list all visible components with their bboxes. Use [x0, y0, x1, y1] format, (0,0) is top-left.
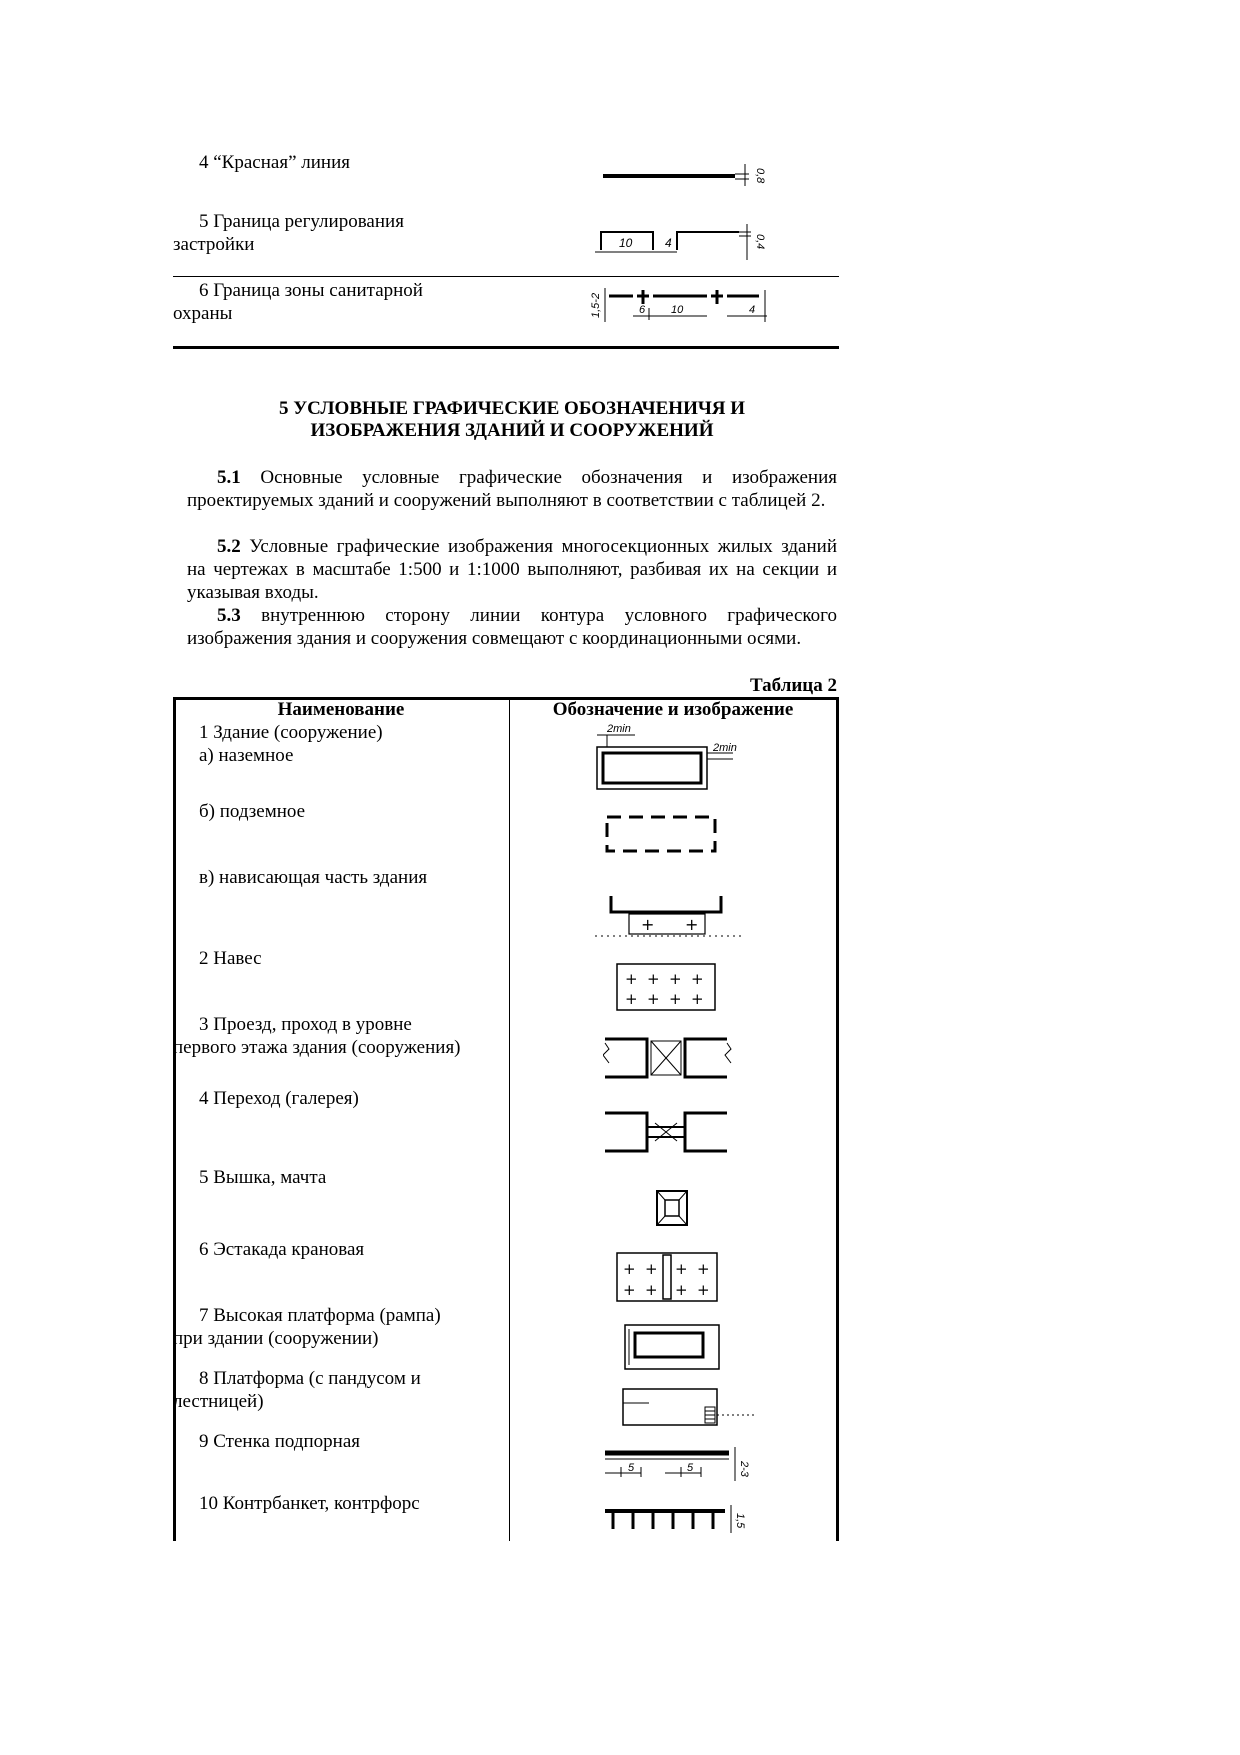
- dimension-label: 1,5-2: [590, 292, 602, 318]
- row-name: 8 Платформа (с пандусом и: [199, 1368, 421, 1389]
- row-name: 3 Проезд, проход в уровне: [199, 1014, 412, 1035]
- table-border-bottom: [173, 346, 839, 349]
- row-name: 2 Навес: [199, 948, 262, 969]
- row-name-continued: лестницей): [173, 1391, 264, 1412]
- table-building-symbols: [173, 697, 839, 1541]
- row-name: в) нависающая часть здания: [199, 867, 428, 888]
- row-name: 1 Здание (сооружение): [199, 722, 383, 743]
- plus-icon: +: [641, 915, 655, 934]
- heading-line: ИЗОБРАЖЕНИЯ ЗДАНИЙ И СООРУЖЕНИЙ: [310, 420, 714, 441]
- clause-number: 5.3: [217, 605, 241, 626]
- plus-icon: +: [697, 1260, 710, 1278]
- clause-number: 5.1: [217, 467, 241, 488]
- table-row: [173, 1013, 507, 1059]
- overhanging-part-symbol: [593, 892, 743, 942]
- row-name: 7 Высокая платформа (рампа): [199, 1305, 441, 1326]
- table-row: [173, 1367, 507, 1413]
- underground-building-symbol: [603, 813, 723, 855]
- table-row: [173, 1304, 507, 1350]
- table-border-left: [173, 697, 176, 1541]
- table-row-divider: [173, 276, 839, 277]
- row-name-continued: охраны: [173, 303, 233, 324]
- paragraph-5-1: [187, 466, 837, 512]
- table-row: [173, 1492, 507, 1515]
- plus-icon: +: [625, 990, 638, 1008]
- paragraph-5-2: [187, 535, 837, 604]
- clause-text: Условные графические изображения многосекционных жилых зданий на чертежах в масштабе 1:500 и 1:1000 выполняют, разбивая их на секции и указывая входы.: [187, 536, 837, 603]
- clause-text: внутреннюю сторону линии контура условного графического изображения здания и сооружения совмещают с координационными осями.: [187, 605, 837, 649]
- table-row: [173, 1430, 507, 1453]
- platform-symbol: [619, 1385, 759, 1429]
- dimension-label: 1,5: [734, 1513, 746, 1529]
- dimension-label: 10: [619, 236, 633, 250]
- plus-icon: +: [669, 990, 682, 1008]
- clause-number: 5.2: [217, 536, 241, 557]
- dimension-label: 2min: [713, 742, 737, 754]
- table-column-divider: [509, 697, 510, 1541]
- header-name: Наименование: [277, 699, 405, 720]
- plus-icon: +: [685, 915, 699, 934]
- paragraph-5-3: [187, 604, 837, 650]
- plus-icon: +: [645, 1260, 658, 1278]
- row-name: 5 Граница регулирования: [199, 211, 404, 232]
- dimension-label: 5: [628, 1462, 635, 1474]
- sanitary-zone-symbol: [589, 282, 789, 328]
- row-name: 5 Вышка, мачта: [199, 1167, 327, 1188]
- table-row: [173, 800, 507, 823]
- plus-icon: +: [675, 1281, 688, 1299]
- table-row: [173, 210, 503, 256]
- dimension-label: 5: [687, 1462, 694, 1474]
- passage-symbol: [603, 1033, 733, 1083]
- crane-trestle-symbol: [613, 1249, 733, 1307]
- plus-icon: +: [647, 970, 660, 988]
- table-symbols-lines: [173, 148, 839, 349]
- plus-icon: +: [691, 990, 704, 1008]
- row-name-continued: первого этажа здания (сооружения): [173, 1037, 461, 1058]
- tower-symbol: [643, 1187, 699, 1231]
- row-name: б) подземное: [199, 801, 306, 822]
- table-row: [173, 279, 503, 325]
- table-row: [173, 151, 503, 174]
- table-row: [173, 721, 507, 744]
- table-row: [173, 866, 507, 889]
- clause-text: Основные условные графические обозначения и изображения проектируемых зданий и сооружений выполняют в соответствии с таблицей 2.: [187, 467, 837, 511]
- canopy-symbol: [613, 960, 723, 1014]
- header-symbol: Обозначение и изображение: [552, 699, 794, 720]
- plus-icon: +: [669, 970, 682, 988]
- plus-icon: +: [647, 990, 660, 1008]
- row-name: 9 Стенка подпорная: [199, 1431, 360, 1452]
- table-border-right: [836, 697, 839, 1541]
- dimension-label: 0,8: [754, 168, 766, 184]
- table-row: [173, 1166, 507, 1189]
- buttress-symbol: [601, 1503, 751, 1539]
- heading-line: 5 УСЛОВНЫЕ ГРАФИЧЕСКИЕ ОБОЗНАЧЕНИЧЯ И: [278, 398, 746, 419]
- plus-icon: +: [691, 970, 704, 988]
- row-name: 10 Контрбанкет, контрфорс: [199, 1493, 420, 1514]
- dimension-label: 6: [639, 304, 646, 316]
- dimension-label: 4: [665, 236, 672, 250]
- plus-icon: +: [697, 1281, 710, 1299]
- above-ground-building-symbol: [593, 721, 783, 791]
- red-line-symbol: [593, 152, 773, 188]
- gallery-symbol: [603, 1107, 733, 1157]
- dimension-label: 10: [671, 304, 684, 316]
- table-row: [173, 947, 507, 970]
- retaining-wall-symbol: [601, 1443, 751, 1485]
- row-name: а) наземное: [199, 745, 294, 766]
- plus-icon: +: [645, 1281, 658, 1299]
- table-row: [173, 1087, 507, 1110]
- row-name: 6 Граница зоны санитарной: [199, 280, 423, 301]
- plus-icon: +: [623, 1281, 636, 1299]
- section-heading: [187, 398, 837, 442]
- plus-icon: +: [675, 1260, 688, 1278]
- dimension-label: 0,4: [754, 234, 766, 250]
- dimension-label: 4: [749, 304, 756, 316]
- row-name-continued: застройки: [173, 234, 255, 255]
- dimension-label: 2min: [607, 723, 631, 735]
- row-name-continued: при здании (сооружении): [173, 1328, 379, 1349]
- dimension-label: 2-3: [738, 1461, 750, 1477]
- regulation-border-symbol: [591, 220, 781, 264]
- table-caption: Таблица 2: [749, 675, 837, 696]
- table-row: [173, 1238, 507, 1261]
- table-row: [173, 744, 507, 767]
- plus-icon: +: [625, 970, 638, 988]
- row-name: 6 Эстакада крановая: [199, 1239, 365, 1260]
- plus-icon: +: [623, 1260, 636, 1278]
- row-name: 4 Переход (галерея): [199, 1088, 359, 1109]
- high-platform-symbol: [621, 1321, 725, 1373]
- row-name: 4 “Красная” линия: [199, 152, 350, 173]
